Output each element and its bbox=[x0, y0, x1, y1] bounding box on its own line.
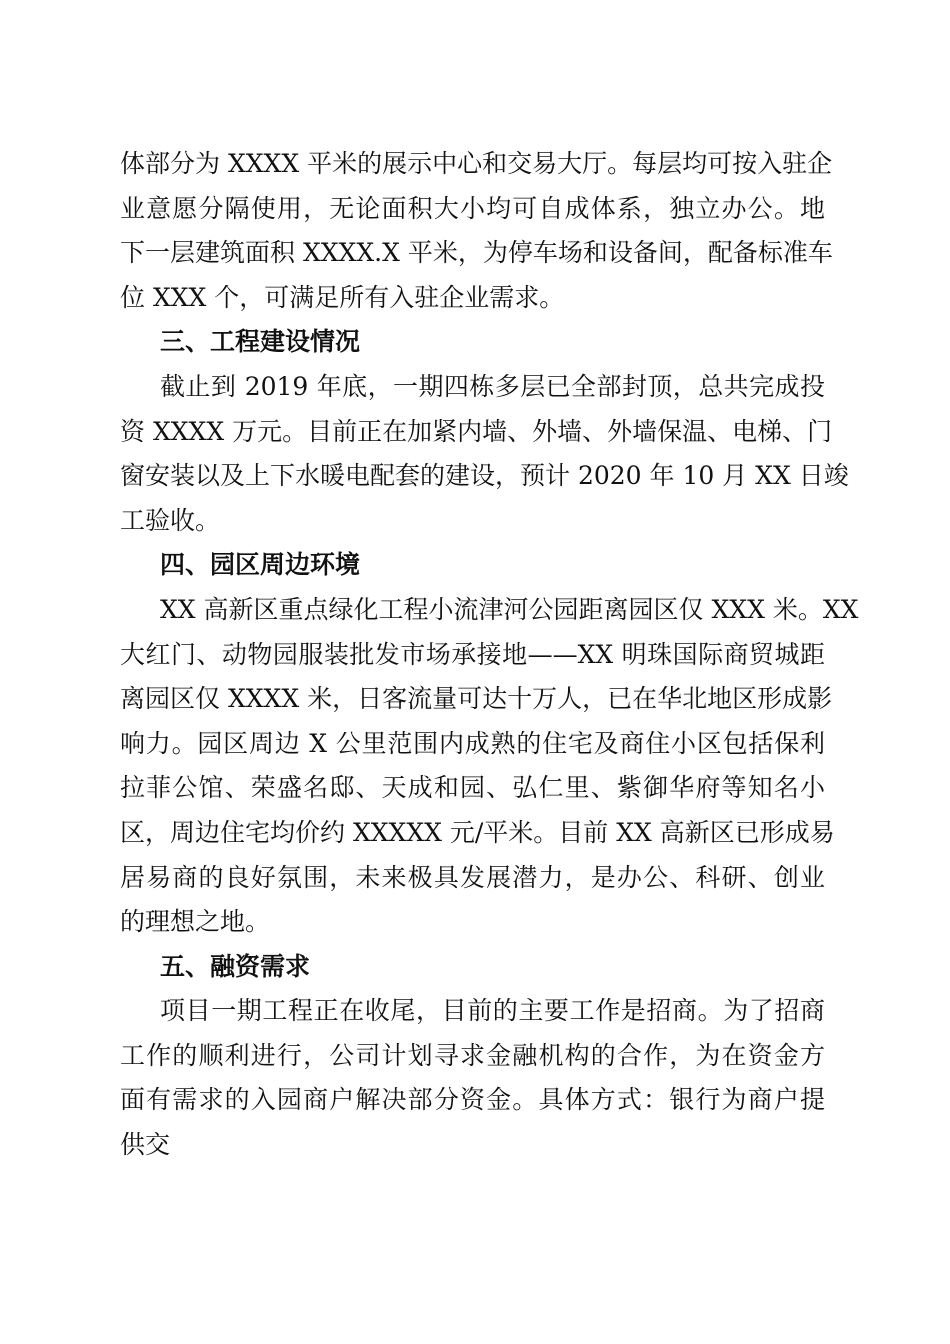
paragraph-line: 工验收。 bbox=[120, 505, 221, 535]
paragraph-line: 业意愿分隔使用，无论面积大小均可自成体系，独立办公。地 bbox=[120, 193, 825, 223]
paragraph-line: 工作的顺利进行，公司计划寻求金融机构的合作，为在资金方 bbox=[120, 1040, 825, 1070]
paragraph-line: 体部分为 XXXX 平米的展示中心和交易大厅。每层均可按入驻企 bbox=[120, 149, 833, 178]
paragraph-line: 项目一期工程正在收尾，目前的主要工作是招商。为了招商 bbox=[160, 996, 825, 1026]
paragraph-line: 的理想之地。 bbox=[120, 907, 271, 937]
section-heading-financing: 五、融资需求 bbox=[160, 951, 311, 981]
paragraph-line: 离园区仅 XXXX 米，日客流量可达十万人，已在华北地区形成影 bbox=[120, 684, 833, 714]
paragraph-line: 拉菲公馆、荣盛名邸、天成和园、弘仁里、紫御华府等知名小 bbox=[120, 773, 825, 803]
paragraph-line: 大红门、动物园服装批发市场承接地——XX 明珠国际商贸城距 bbox=[120, 639, 825, 669]
paragraph-line: 面有需求的入园商户解决部分资金。具体方式：银行为商户提 bbox=[120, 1085, 825, 1115]
paragraph-line: 下一层建筑面积 XXXX.X 平米，为停车场和设备间，配备标准车 bbox=[120, 238, 833, 268]
paragraph-line: 资 XXXX 万元。目前正在加紧内墙、外墙、外墙保温、电梯、门 bbox=[120, 416, 833, 446]
paragraph-line: 位 XXX 个，可满足所有入驻企业需求。 bbox=[120, 282, 565, 312]
paragraph-line: 居易商的良好氛围，未来极具发展潜力，是办公、科研、创业 bbox=[120, 862, 825, 892]
paragraph-line: 窗安装以及上下水暖电配套的建设，预计 2020 年 10 月 XX 日竣 bbox=[120, 461, 849, 491]
section-heading-environment: 四、园区周边环境 bbox=[160, 550, 361, 580]
paragraph-line: 供交 bbox=[120, 1130, 171, 1160]
paragraph-line: 区，周边住宅均价约 XXXXX 元/平米。目前 XX 高新区已形成易 bbox=[120, 817, 835, 847]
section-heading-construction: 三、工程建设情况 bbox=[160, 327, 361, 357]
document-body bbox=[120, 142, 859, 1168]
paragraph-line: 截止到 2019 年底，一期四栋多层已全部封顶，总共完成投 bbox=[160, 371, 825, 401]
paragraph-line: 响力。园区周边 X 公里范围内成熟的住宅及商住小区包括保利 bbox=[120, 728, 825, 758]
paragraph-line: XX 高新区重点绿化工程小流津河公园距离园区仅 XXX 米。XX bbox=[160, 594, 859, 624]
